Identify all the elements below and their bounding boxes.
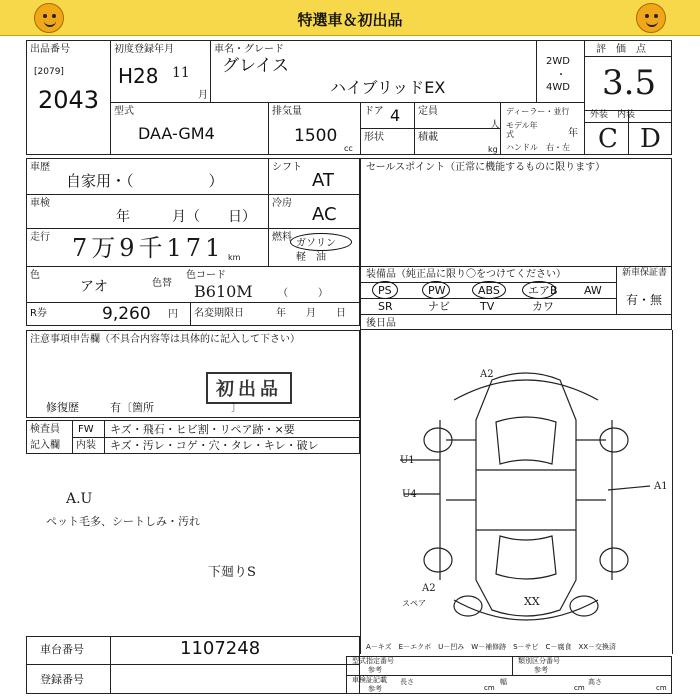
drive-4wd: 4WD <box>546 82 570 93</box>
equip-pw: PW <box>428 284 446 297</box>
model-year-unit: 年 <box>568 128 578 139</box>
category-sub: 参考 <box>534 666 548 674</box>
interior-items: キズ・汚レ・コゲ・穴・タレ・キレ・破レ <box>110 439 319 452</box>
shape-label: 形状 <box>364 132 384 143</box>
first-registration-year: H28 <box>118 64 159 88</box>
interior-grade: D <box>640 124 661 154</box>
length-label: 長さ <box>400 678 414 686</box>
doors-value: 4 <box>390 106 401 125</box>
model-year-label: モデル年式 <box>506 121 538 139</box>
fw-items: キズ・飛石・ヒビ割・リペア跡・×要 <box>110 423 295 436</box>
fw-label: FW <box>78 424 94 435</box>
mileage-value: 7万9千171 <box>72 234 225 262</box>
sales-point-label: セールスポイント（正常に機能するものに限ります） <box>366 162 606 173</box>
repair-label: 修復歴 <box>46 401 79 414</box>
banner-title: 特選車＆初出品 <box>297 11 403 29</box>
color-label: 色 <box>30 270 40 281</box>
warranty-value: 有・無 <box>626 293 663 307</box>
inspector-label: 検査員 <box>30 424 60 435</box>
damage-mark-u4: U4 <box>402 489 417 500</box>
length-unit: cm <box>484 684 495 692</box>
aircon-value: AC <box>312 204 337 225</box>
aircon-label: 冷房 <box>272 198 292 209</box>
equip-abs-circle <box>472 281 506 299</box>
lot-number-label: 出品番号 <box>30 44 70 55</box>
height-unit: cm <box>656 684 667 692</box>
mascot-icon <box>636 3 666 33</box>
usage-label: 車歴 <box>30 162 50 173</box>
shift-value: AT <box>312 170 334 191</box>
equip-aw: AW <box>584 284 602 297</box>
notes-label: 注意事項申告欄（不具合内容等は具体的に記入して下さい） <box>30 334 300 345</box>
color-value: アオ <box>80 279 108 295</box>
header-banner <box>0 0 700 36</box>
mileage-unit: km <box>228 253 241 262</box>
recycle-unit: 円 <box>168 309 178 320</box>
name-change-value: 年 月 日 <box>276 308 346 319</box>
dealer-label: ディーラー・並行 <box>506 107 570 116</box>
car-name: グレイス <box>222 56 289 76</box>
mileage-label: 走行 <box>30 232 50 243</box>
equip-ps: PS <box>378 284 392 297</box>
recycle-value: 9,260 <box>102 304 151 324</box>
height-label: 高さ <box>588 678 602 686</box>
displacement-value: 1500 <box>294 126 338 146</box>
type-approval-label: 型式指定番号 <box>352 657 394 665</box>
name-change-label: 名変期限日 <box>194 308 244 319</box>
handwritten-note-2: ペット毛多、シートしみ・汚れ <box>46 515 200 528</box>
color-change-label: 色替 <box>152 278 172 289</box>
width-label: 幅 <box>500 678 507 686</box>
color-code-paren: （ ） <box>278 288 328 299</box>
equip-tv: TV <box>480 300 495 313</box>
damage-mark-u1: U1 <box>400 455 415 466</box>
damage-mark-xx: XX <box>524 595 540 608</box>
inspection-value: 年 月（ 日） <box>116 209 256 225</box>
displacement-label: 排気量 <box>272 106 302 117</box>
color-code-label: 色コード <box>186 270 226 281</box>
doors-label: ドア <box>364 106 384 117</box>
car-grade: ハイブリッドEX <box>330 78 446 97</box>
registration-label: 登録番号 <box>40 673 84 686</box>
equipment-label: 装備品（純正品に限り〇をつけてください） <box>366 269 566 280</box>
damage-mark-a1: A1 <box>654 481 668 492</box>
damage-mark-a2-rear: A2 <box>422 583 436 594</box>
handwritten-note-1: A.U <box>66 491 93 507</box>
load-unit: kg <box>488 145 498 154</box>
load-label: 積載 <box>418 132 438 143</box>
handle-option: 右・左 <box>546 143 570 152</box>
equip-navi: ナビ <box>428 300 450 313</box>
first-registration-month-unit: 月 <box>198 90 208 101</box>
displacement-unit: cc <box>344 144 353 153</box>
damage-legend: A－キズ E－エクボ U－凹み W－補修跡 S－サビ C－腐食 XX－交換済 <box>366 643 617 651</box>
exterior-interior-label: 外装 内装 <box>590 110 636 120</box>
repair-value: 有〔箇所 〕 <box>110 401 242 414</box>
equip-ps-circle <box>372 281 398 299</box>
fuel-diesel: 軽 油 <box>296 252 326 263</box>
fuel-gasoline: ガソリン <box>296 238 336 249</box>
equip-pw-circle <box>422 281 450 299</box>
grade-score: 3.5 <box>602 63 657 103</box>
handle-label: ハンドル <box>506 143 538 152</box>
model-code: DAA-GM4 <box>138 124 215 143</box>
spare-label: スペア <box>402 599 426 608</box>
fuel-circle-mark <box>290 233 352 251</box>
recycle-label: R券 <box>30 308 47 319</box>
equip-abs: ABS <box>478 284 500 297</box>
exterior-grade: C <box>598 124 618 154</box>
equip-airbag: エアB <box>528 284 558 297</box>
type-approval-sub: 参考 <box>368 666 382 674</box>
car-name-label: 車名・グレード <box>214 44 284 55</box>
warranty-label: 新車保証書 <box>622 268 668 278</box>
interior-label: 内装 <box>76 440 96 451</box>
inspection-cert-label: 車検証記載 <box>352 676 387 684</box>
drive-2wd: 2WD <box>546 56 570 67</box>
damage-mark-a2-front: A2 <box>480 369 494 380</box>
inspection-label: 車検 <box>30 198 50 209</box>
grade-score-label: 評 価 点 <box>596 44 646 55</box>
drive-dot: ・ <box>556 70 566 81</box>
first-listing-stamp: 初出品 <box>206 372 292 404</box>
inspector-entry-label: 記入欄 <box>30 440 60 451</box>
shift-label: シフト <box>272 162 302 173</box>
usage-value: 自家用・（ ） <box>66 172 224 190</box>
handwritten-note-3: 下廻りS <box>208 565 256 580</box>
rear-label: 後日品 <box>366 318 396 329</box>
chassis-label: 車台番号 <box>40 643 84 656</box>
first-registration-month: 11 <box>172 65 190 81</box>
inspection-cert-sub: 参考 <box>368 685 382 693</box>
lot-sub-number: [2079] <box>34 67 64 77</box>
width-unit: cm <box>574 684 585 692</box>
capacity-unit: 人 <box>490 120 500 131</box>
equip-leather: カワ <box>532 300 554 313</box>
model-label: 型式 <box>114 106 134 117</box>
fuel-label: 燃料 <box>272 232 292 243</box>
category-label: 類別区分番号 <box>518 657 560 665</box>
lot-number: 2043 <box>38 86 100 114</box>
chassis-number: 1107248 <box>180 638 261 659</box>
capacity-label: 定員 <box>418 106 438 117</box>
color-code: B610M <box>194 282 253 301</box>
equip-airbag-circle <box>522 281 556 299</box>
first-registration-label: 初度登録年月 <box>114 44 174 55</box>
equip-sr: SR <box>378 300 393 313</box>
